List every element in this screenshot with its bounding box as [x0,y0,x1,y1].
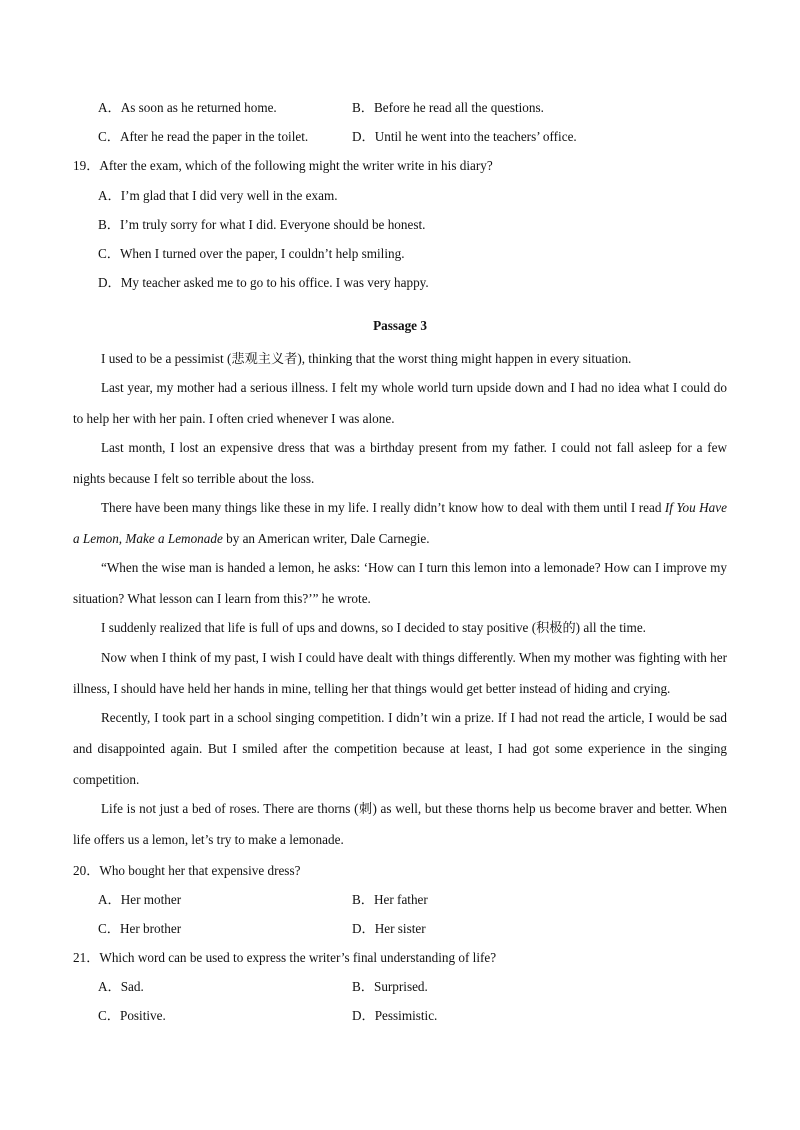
q19-option-d: D．My teacher asked me to go to his office. I was very happy. [98,275,429,290]
passage-title: Passage 3 [373,318,427,333]
passage-paragraph-4 [73,492,727,554]
q21-stem: 21．Which word can be used to express the writer’s final understanding of life? [73,950,497,965]
q20-option-a: A．Her mother [98,892,182,907]
q18-option-c: C．After he read the paper in the toilet. [98,129,309,144]
q21-option-b: B．Surprised. [352,979,428,994]
passage-paragraph-9: Life is not just a bed of roses. There are thorns (刺) as well, but these thorns help us become braver and better. When life offers us a lemon, let’s try to make a lemonade. [73,801,727,847]
q20-option-d: D．Her sister [352,921,426,936]
q19-option-c: C．When I turned over the paper, I couldn’t help smiling. [98,246,405,261]
q18-option-d: D．Until he went into the teachers’ office. [352,129,577,144]
q18-option-b: B．Before he read all the questions. [352,100,544,115]
p4-text-after: by an American writer, Dale Carnegie. [222,531,430,546]
q20-stem: 20．Who bought her that expensive dress? [73,863,301,878]
q18-option-a: A．As soon as he returned home. [98,100,277,115]
passage-paragraph-6: I suddenly realized that life is full of ups and downs, so I decided to stay positive (积极的) all the time. [101,620,646,635]
p4-text-before: There have been many things like these in my life. I really didn’t know how to deal with them until I read [101,500,665,515]
q21-option-c: C．Positive. [98,1008,166,1023]
q21-option-d: D．Pessimistic. [352,1008,438,1023]
q20-option-c: C．Her brother [98,921,182,936]
passage-paragraph-2: Last year, my mother had a serious illness. I felt my whole world turn upside down and I had no idea what I could do to help her with her pain. I often cried whenever I was alone. [73,380,727,426]
book-title: If You Have a Lemon, Make a Lemonade [73,500,727,546]
q21-option-a: A．Sad. [98,979,144,994]
q19-stem: 19．After the exam, which of the following might the writer write in his diary? [73,158,493,173]
q19-option-a: A．I’m glad that I did very well in the exam. [98,188,338,203]
q19-option-b: B．I’m truly sorry for what I did. Everyone should be honest. [98,217,426,232]
q20-option-b: B．Her father [352,892,428,907]
passage-paragraph-5: “When the wise man is handed a lemon, he asks: ‘How can I turn this lemon into a lemonade? How can I improve my situation? What lesson can I learn from this?’” he wrote. [73,560,727,606]
passage-paragraph-1: I used to be a pessimist (悲观主义者), thinking that the worst thing might happen in every situation. [101,351,632,366]
passage-paragraph-7: Now when I think of my past, I wish I could have dealt with things differently. When my mother was fighting with her illness, I should have held her hands in mine, telling her that things would get better instead of hiding and crying. [73,650,727,696]
passage-paragraph-3: Last month, I lost an expensive dress that was a birthday present from my father. I could not fall asleep for a few nights because I felt so terrible about the loss. [73,440,727,486]
passage-paragraph-8: Recently, I took part in a school singing competition. I didn’t win a prize. If I had not read the article, I would be sad and disappointed again. But I smiled after the competition because at least, I had got some experience in the singing competition. [73,710,727,787]
